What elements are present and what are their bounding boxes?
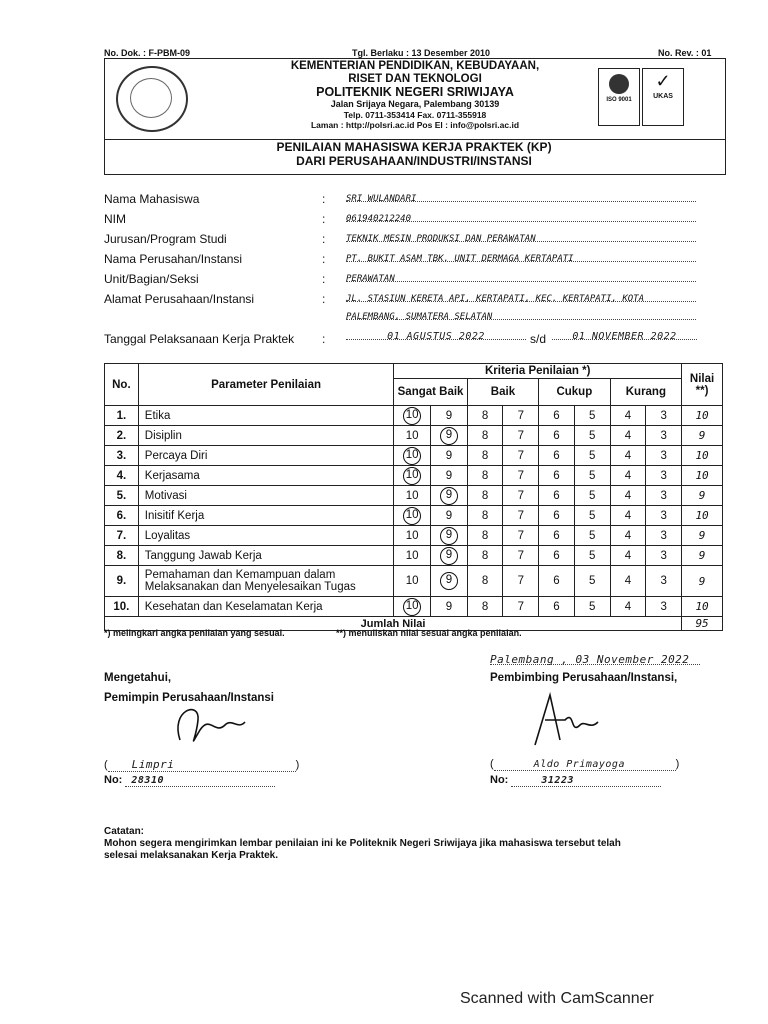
row-number: 7. <box>105 526 139 546</box>
execution-start: 01 AGUSTUS 2022 <box>346 326 526 340</box>
score-cell: 6 <box>539 426 575 446</box>
score-cell: 9 <box>431 446 468 466</box>
phone-fax: Telp. 0711-353414 Fax. 0711-355918 <box>343 110 487 120</box>
row-nilai: 10 <box>682 506 723 526</box>
revision-number: No. Rev. : 01 <box>658 48 712 58</box>
score-cell: 4 <box>610 566 646 597</box>
supervisor-name: Aldo Primayoga <box>533 759 625 770</box>
score-cell: 6 <box>539 506 575 526</box>
score-cell: 3 <box>646 506 682 526</box>
circled-score: 10 <box>403 598 421 616</box>
score-cell: 6 <box>539 406 575 426</box>
notes-section <box>104 826 621 862</box>
score-cell: 4 <box>610 446 646 466</box>
execution-label: Tanggal Pelaksanaan Kerja Praktek <box>104 332 295 346</box>
score-cell: 3 <box>646 426 682 446</box>
field-label-unit: Unit/Bagian/Seksi <box>104 272 199 286</box>
iso-certificate-icon: ISO 9001 <box>598 68 640 126</box>
score-cell <box>431 526 468 546</box>
footnote-write: **) menuliskan nilai sesuai angka penilaian. <box>336 628 522 638</box>
execution-separator: s/d <box>530 332 547 346</box>
institution-header <box>260 60 570 130</box>
score-cell: 9 <box>431 406 468 426</box>
address: Jalan Srijaya Negara, Palembang 30139 <box>330 99 500 109</box>
row-nilai: 10 <box>682 446 723 466</box>
score-cell: 3 <box>646 486 682 506</box>
circled-score: 9 <box>440 572 458 590</box>
leader-name: Limpri <box>131 758 175 771</box>
score-cell: 3 <box>646 526 682 546</box>
table-row <box>105 406 723 426</box>
score-cell: 8 <box>467 546 503 566</box>
total-label: Jumlah Nilai <box>105 617 682 631</box>
score-cell: 6 <box>539 466 575 486</box>
score-cell: 4 <box>610 486 646 506</box>
header-sangat-baik: Sangat Baik <box>394 379 468 406</box>
row-number: 6. <box>105 506 139 526</box>
score-cell <box>394 406 431 426</box>
score-cell: 5 <box>574 597 610 617</box>
table-row <box>105 566 723 597</box>
score-cell: 4 <box>610 406 646 426</box>
acknowledged-label: Mengetahui, <box>104 672 172 684</box>
row-parameter: Loyalitas <box>138 526 394 546</box>
score-cell: 5 <box>574 506 610 526</box>
score-cell <box>394 506 431 526</box>
score-cell <box>394 466 431 486</box>
form-title-line-1: PENILAIAN MAHASISWA KERJA PRAKTEK (KP) <box>276 140 552 154</box>
score-cell: 5 <box>574 546 610 566</box>
row-number: 2. <box>105 426 139 446</box>
row-parameter: Motivasi <box>138 486 394 506</box>
supervisor-name-line: ( Aldo Primayoga ) <box>490 758 680 770</box>
score-cell <box>431 546 468 566</box>
score-cell: 8 <box>467 446 503 466</box>
score-cell: 5 <box>574 466 610 486</box>
score-cell: 7 <box>503 466 539 486</box>
row-parameter: Etika <box>138 406 394 426</box>
row-parameter: Kerjasama <box>138 466 394 486</box>
execution-end: 01 NOVEMBER 2022 <box>552 326 697 340</box>
score-cell: 5 <box>574 426 610 446</box>
score-cell: 7 <box>503 426 539 446</box>
row-nilai: 9 <box>682 486 723 506</box>
field-value-address-2: PALEMBANG, SUMATERA SELATAN <box>346 306 696 320</box>
score-cell: 8 <box>467 486 503 506</box>
website-email: Laman : http://polsri.ac.id Pos El : info@polsri.ac.id <box>310 120 520 130</box>
score-cell: 7 <box>503 597 539 617</box>
score-cell: 3 <box>646 406 682 426</box>
row-parameter: Tanggung Jawab Kerja <box>138 546 394 566</box>
header-no: No. <box>105 364 139 406</box>
score-cell: 3 <box>646 597 682 617</box>
field-value-address: JL. STASIUN KERETA API, KERTAPATI, KEC. KERTAPATI, KOTA <box>346 288 696 302</box>
header-cukup: Cukup <box>539 379 610 406</box>
table-row <box>105 506 723 526</box>
score-cell: 7 <box>503 446 539 466</box>
table-row <box>105 546 723 566</box>
circled-score: 9 <box>440 427 458 445</box>
table-row <box>105 426 723 446</box>
score-cell: 8 <box>467 597 503 617</box>
score-cell: 7 <box>503 486 539 506</box>
footnote-circle: *) melingkari angka penilaian yang sesuai. <box>104 628 285 638</box>
score-cell: 6 <box>539 446 575 466</box>
score-cell: 8 <box>467 466 503 486</box>
table-row <box>105 466 723 486</box>
field-label-program: Jurusan/Program Studi <box>104 232 227 246</box>
row-nilai: 9 <box>682 546 723 566</box>
score-cell: 10 <box>394 426 431 446</box>
row-number: 9. <box>105 566 139 597</box>
score-cell: 3 <box>646 466 682 486</box>
table-row <box>105 446 723 466</box>
score-cell: 4 <box>610 506 646 526</box>
score-cell: 8 <box>467 526 503 546</box>
row-parameter: Pemahaman dan Kemampuan dalam Melaksanakan dan Menyelesaikan Tugas <box>138 566 394 597</box>
score-cell: 10 <box>394 526 431 546</box>
notes-title: Catatan: <box>104 826 145 837</box>
circled-score: 9 <box>440 527 458 545</box>
score-cell: 7 <box>503 506 539 526</box>
table-row <box>105 597 723 617</box>
row-nilai: 10 <box>682 597 723 617</box>
score-cell: 4 <box>610 546 646 566</box>
circled-score: 9 <box>440 547 458 565</box>
score-cell: 9 <box>431 466 468 486</box>
score-cell: 3 <box>646 566 682 597</box>
score-cell: 10 <box>394 546 431 566</box>
field-value-company: PT. BUKIT ASAM TBK. UNIT DERMAGA KERTAPATI <box>346 248 696 262</box>
score-cell: 3 <box>646 446 682 466</box>
row-nilai: 9 <box>682 526 723 546</box>
header-criteria: Kriteria Penilaian *) <box>394 364 682 379</box>
score-cell: 9 <box>431 506 468 526</box>
ministry-line-1: KEMENTERIAN PENDIDIKAN, KEBUDAYAAN, <box>290 60 540 72</box>
row-parameter: Inisitif Kerja <box>138 506 394 526</box>
row-nilai: 9 <box>682 566 723 597</box>
score-cell: 5 <box>574 566 610 597</box>
form-title <box>104 140 724 168</box>
score-cell: 5 <box>574 486 610 506</box>
leader-number: No: 28310 <box>104 774 275 787</box>
field-label-address: Alamat Perusahaan/Instansi <box>104 292 255 306</box>
field-value-nim: 061940212240 <box>346 208 696 222</box>
score-cell: 8 <box>467 426 503 446</box>
score-cell: 4 <box>610 426 646 446</box>
leader-role: Pemimpin Perusahaan/Instansi <box>104 692 275 704</box>
score-cell: 5 <box>574 446 610 466</box>
score-cell: 6 <box>539 526 575 546</box>
score-cell: 9 <box>431 597 468 617</box>
circled-score: 10 <box>403 467 421 485</box>
supervisor-signature <box>520 690 600 750</box>
score-cell: 5 <box>574 526 610 546</box>
table-row <box>105 486 723 506</box>
camscanner-watermark: Scanned with CamScanner <box>460 990 654 1007</box>
score-cell: 6 <box>539 486 575 506</box>
place-date: Palembang , 03 November 2022 <box>490 650 700 665</box>
score-cell: 6 <box>539 546 575 566</box>
circled-score: 10 <box>403 407 421 425</box>
score-cell: 8 <box>467 406 503 426</box>
circled-score: 10 <box>403 447 421 465</box>
score-cell: 5 <box>574 406 610 426</box>
field-label-nim: NIM <box>104 212 126 226</box>
score-cell: 8 <box>467 506 503 526</box>
row-number: 10. <box>105 597 139 617</box>
field-value-program: TEKNIK MESIN PRODUKSI DAN PERAWATAN <box>346 228 696 242</box>
notes-line-1: Mohon segera mengirimkan lembar penilaian ini ke Politeknik Negeri Sriwijaya jika mahasiswa tersebut telah <box>104 838 621 849</box>
supervisor-role: Pembimbing Perusahaan/Instansi, <box>490 672 678 684</box>
score-cell <box>431 426 468 446</box>
score-cell <box>431 566 468 597</box>
row-nilai: 9 <box>682 426 723 446</box>
score-cell: 7 <box>503 406 539 426</box>
row-number: 5. <box>105 486 139 506</box>
header-baik: Baik <box>467 379 538 406</box>
score-cell: 4 <box>610 466 646 486</box>
row-parameter: Kesehatan dan Keselamatan Kerja <box>138 597 394 617</box>
header-kurang: Kurang <box>610 379 682 406</box>
score-cell: 6 <box>539 597 575 617</box>
score-cell: 7 <box>503 526 539 546</box>
score-cell: 7 <box>503 566 539 597</box>
row-number: 8. <box>105 546 139 566</box>
score-cell: 8 <box>467 566 503 597</box>
score-cell: 6 <box>539 566 575 597</box>
score-cell <box>394 597 431 617</box>
row-parameter: Percaya Diri <box>138 446 394 466</box>
form-title-line-2: DARI PERUSAHAAN/INDUSTRI/INSTANSI <box>296 154 532 168</box>
leader-signature <box>160 700 250 756</box>
row-number: 4. <box>105 466 139 486</box>
effective-date: Tgl. Berlaku : 13 Desember 2010 <box>352 48 491 58</box>
score-cell: 7 <box>503 546 539 566</box>
score-cell: 3 <box>646 546 682 566</box>
score-cell: 10 <box>394 566 431 597</box>
header-nilai: Nilai **) <box>682 364 723 406</box>
row-number: 1. <box>105 406 139 426</box>
ukas-certificate-icon: ✓ UKAS <box>642 68 684 126</box>
assessment-table <box>104 363 723 631</box>
field-label-company: Nama Perusahan/Instansi <box>104 252 243 266</box>
notes-line-2: selesai melaksanakan Kerja Praktek. <box>104 850 279 861</box>
table-row <box>105 526 723 546</box>
row-nilai: 10 <box>682 466 723 486</box>
leader-name-line: ( Limpri ) <box>104 758 300 771</box>
score-cell <box>431 486 468 506</box>
score-cell: 4 <box>610 597 646 617</box>
total-value: 95 <box>682 617 723 631</box>
polytechnic-name: POLITEKNIK NEGERI SRIWIJAYA <box>316 85 514 99</box>
supervisor-number: No: 31223 <box>490 774 661 787</box>
row-number: 3. <box>105 446 139 466</box>
header-parameter: Parameter Penilaian <box>138 364 394 406</box>
score-cell: 10 <box>394 486 431 506</box>
row-parameter: Disiplin <box>138 426 394 446</box>
field-value-name: SRI WULANDARI <box>346 188 696 202</box>
circled-score: 10 <box>403 507 421 525</box>
field-label-name: Nama Mahasiswa <box>104 192 200 206</box>
score-cell <box>394 446 431 466</box>
row-nilai: 10 <box>682 406 723 426</box>
circled-score: 9 <box>440 487 458 505</box>
doc-number: No. Dok. : F-PBM-09 <box>104 48 191 58</box>
polsri-logo <box>116 66 188 132</box>
ministry-line-2: RISET DAN TEKNOLOGI <box>348 73 482 85</box>
field-value-unit: PERAWATAN <box>346 268 696 282</box>
score-cell: 4 <box>610 526 646 546</box>
